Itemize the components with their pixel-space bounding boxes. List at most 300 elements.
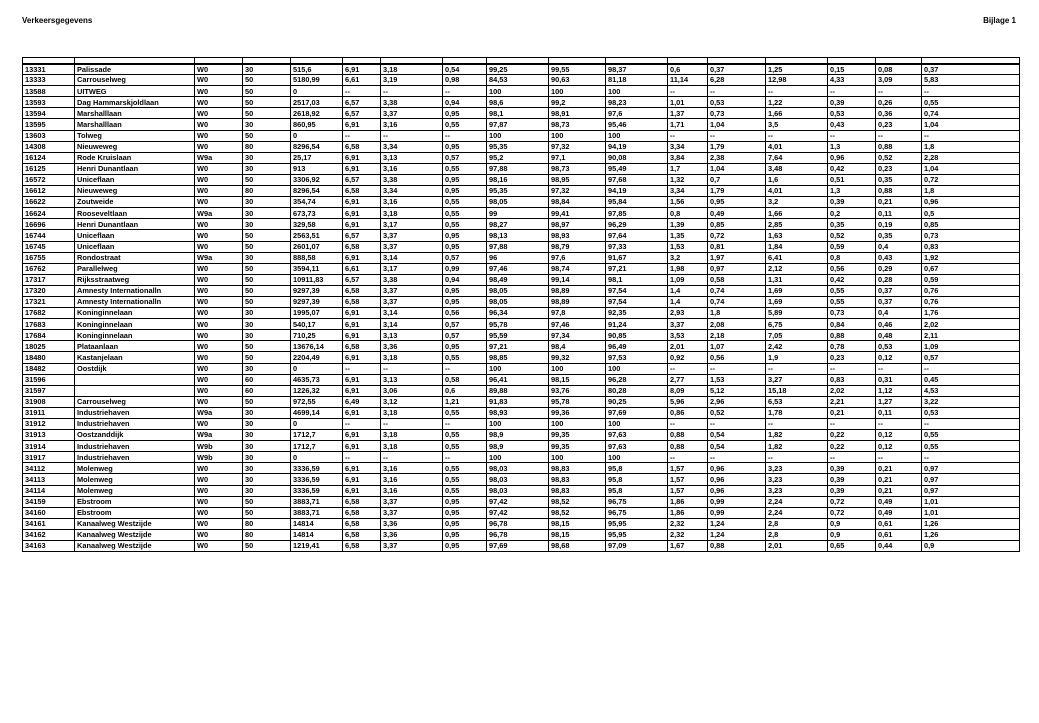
table-cell: 95,8 [606, 485, 668, 496]
table-cell: 1,7 [668, 163, 708, 174]
table-cell: W0 [195, 518, 243, 529]
table-cell: 16125 [23, 163, 75, 174]
table-cell: 5180,99 [291, 75, 343, 86]
table-cell: 6,58 [343, 141, 381, 152]
table-cell: 90,63 [549, 75, 606, 86]
table-cell: 30 [243, 474, 291, 485]
table-cell [75, 385, 195, 396]
table-cell: 94,19 [606, 141, 668, 152]
table-cell: W0 [195, 75, 243, 86]
table-cell: 0,95 [443, 496, 487, 507]
table-cell: 1,22 [766, 97, 828, 108]
table-cell: 0,95 [443, 529, 487, 540]
table-cell: 17683 [23, 319, 75, 330]
table-cell: 1,24 [708, 518, 766, 529]
table-cell: 2,42 [766, 341, 828, 352]
table-cell: 30 [243, 163, 291, 174]
table-cell: 515,6 [291, 64, 343, 75]
table-cell: 1,69 [766, 296, 828, 307]
table-cell: 3,36 [381, 529, 443, 540]
table-cell: 97,88 [487, 241, 549, 252]
table-cell: 0,95 [443, 241, 487, 252]
table-cell: 98,73 [549, 163, 606, 174]
table-cell: 4635,73 [291, 374, 343, 385]
table-cell: 96,78 [487, 518, 549, 529]
table-cell: 13595 [23, 119, 75, 130]
table-cell: 6,57 [343, 274, 381, 285]
table-row [23, 341, 1020, 352]
table-row [23, 363, 1020, 374]
table-cell: 2,32 [668, 518, 708, 529]
table-cell: 0,83 [828, 374, 876, 385]
table-cell: Rijksstraatweg [75, 274, 195, 285]
table-row [23, 108, 1020, 119]
table-cell: 98,73 [549, 119, 606, 130]
table-cell: -- [381, 130, 443, 141]
table-cell: 34112 [23, 463, 75, 474]
table-cell: 100 [606, 86, 668, 97]
table-cell: -- [668, 452, 708, 463]
table-cell: 1,92 [922, 252, 1020, 263]
table-cell: 31911 [23, 407, 75, 418]
table-cell: Tolweg [75, 130, 195, 141]
table-cell: 50 [243, 241, 291, 252]
table-cell: 3336,59 [291, 474, 343, 485]
table-cell: 1,86 [668, 496, 708, 507]
table-cell: 2,08 [708, 319, 766, 330]
table-cell: 3,18 [381, 64, 443, 75]
table-cell: 99,14 [549, 274, 606, 285]
table-cell: 0,55 [443, 197, 487, 208]
table-cell: 96,78 [487, 529, 549, 540]
table-cell: 6,58 [343, 341, 381, 352]
table-cell: 98,52 [549, 496, 606, 507]
table-cell: 97,6 [549, 252, 606, 263]
table-cell: 98,74 [549, 263, 606, 274]
table-cell: 0,99 [708, 496, 766, 507]
table-cell: 30 [243, 485, 291, 496]
table-cell: 1,4 [668, 285, 708, 296]
table-cell: -- [828, 452, 876, 463]
table-cell: 3,18 [381, 430, 443, 441]
table-cell: 0,97 [922, 474, 1020, 485]
table-cell: 1,97 [708, 252, 766, 263]
table-cell: 0,8 [828, 252, 876, 263]
table-cell: 0,6 [668, 64, 708, 75]
table-cell: W0 [195, 496, 243, 507]
table-cell: Molenweg [75, 463, 195, 474]
table-cell: 100 [606, 419, 668, 430]
table-cell: -- [708, 452, 766, 463]
table-cell: 34161 [23, 518, 75, 529]
table-cell: 5,96 [668, 396, 708, 407]
table-cell: 1,21 [443, 396, 487, 407]
table-cell: 3,37 [381, 108, 443, 119]
table-cell: 97,34 [549, 330, 606, 341]
table-cell: 97,69 [487, 541, 549, 552]
table-cell: 91,83 [487, 396, 549, 407]
table-cell: 6,91 [343, 319, 381, 330]
table-cell: 97,53 [606, 352, 668, 363]
table-cell: 6,91 [343, 119, 381, 130]
table-cell: 0,84 [828, 319, 876, 330]
table-cell: 0,88 [876, 141, 922, 152]
table-cell: 3,53 [668, 330, 708, 341]
table-cell: 1,6 [766, 174, 828, 185]
table-cell: 98,23 [606, 97, 668, 108]
table-cell: 2,01 [766, 541, 828, 552]
table-cell: 0,35 [876, 230, 922, 241]
table-cell: 31914 [23, 441, 75, 452]
table-cell: 0,58 [708, 274, 766, 285]
table-cell: 0,95 [443, 186, 487, 197]
table-cell: -- [381, 86, 443, 97]
table-cell: 0,78 [828, 341, 876, 352]
table-cell: 98,83 [549, 463, 606, 474]
table-cell: 0,97 [708, 263, 766, 274]
table-cell: 34162 [23, 529, 75, 540]
table-cell: W9b [195, 441, 243, 452]
table-cell: 60 [243, 374, 291, 385]
table-cell: 3,18 [381, 407, 443, 418]
table-cell: 16622 [23, 197, 75, 208]
table-cell: 30 [243, 308, 291, 319]
table-cell: 0,55 [443, 119, 487, 130]
table-cell: 2,93 [668, 308, 708, 319]
table-cell: 2563,51 [291, 230, 343, 241]
table-cell: 0,45 [922, 374, 1020, 385]
table-cell: 30 [243, 64, 291, 75]
table-cell: 3,18 [381, 352, 443, 363]
table-cell: 16762 [23, 263, 75, 274]
table-cell: 0,55 [443, 463, 487, 474]
table-cell: 2,28 [922, 152, 1020, 163]
table-cell: 50 [243, 75, 291, 86]
table-cell: 97,21 [487, 341, 549, 352]
table-cell: 0,88 [876, 186, 922, 197]
table-cell: 0,42 [828, 163, 876, 174]
table-cell: 30 [243, 441, 291, 452]
table-cell: W0 [195, 163, 243, 174]
table-cell: 7,05 [766, 330, 828, 341]
table-cell: -- [766, 86, 828, 97]
table-cell: 0,23 [828, 352, 876, 363]
table-cell: 50 [243, 86, 291, 97]
table-cell: 0,21 [828, 407, 876, 418]
table-cell: 100 [549, 130, 606, 141]
table-cell: -- [766, 363, 828, 374]
table-cell: 972,55 [291, 396, 343, 407]
table-cell: -- [922, 130, 1020, 141]
table-cell: Oostdijk [75, 363, 195, 374]
table-cell: 1,26 [922, 529, 1020, 540]
table-cell: 50 [243, 541, 291, 552]
table-cell: Palissade [75, 64, 195, 75]
table-cell: 13593 [23, 97, 75, 108]
table-cell: Ebstroom [75, 496, 195, 507]
table-cell: 6,91 [343, 208, 381, 219]
table-cell: 98,03 [487, 485, 549, 496]
table-cell: 0,55 [828, 296, 876, 307]
table-cell: W0 [195, 219, 243, 230]
table-cell: 1,12 [876, 385, 922, 396]
table-cell: 30 [243, 407, 291, 418]
table-cell: 6,53 [766, 396, 828, 407]
table-cell: 97,88 [487, 163, 549, 174]
table-cell: 1,57 [668, 485, 708, 496]
table-cell: 98,6 [487, 97, 549, 108]
table-cell: 100 [487, 86, 549, 97]
table-cell: 96,75 [606, 496, 668, 507]
table-cell: 0,55 [443, 352, 487, 363]
table-cell: 99,35 [549, 430, 606, 441]
table-cell: W0 [195, 308, 243, 319]
table-cell: 0,74 [708, 285, 766, 296]
table-cell: 97,1 [549, 152, 606, 163]
table-cell: Carrouselweg [75, 75, 195, 86]
table-cell: 1,63 [766, 230, 828, 241]
table-cell: 1,24 [708, 529, 766, 540]
table-cell: Nieuweweg [75, 186, 195, 197]
table-cell: 50 [243, 352, 291, 363]
table-cell: 50 [243, 296, 291, 307]
table-cell: 0,49 [708, 208, 766, 219]
table-cell: 95,84 [606, 197, 668, 208]
table-row [23, 308, 1020, 319]
table-row [23, 352, 1020, 363]
table-cell: 2,02 [922, 319, 1020, 330]
table-cell: 6,49 [343, 396, 381, 407]
table-cell: 0,99 [708, 507, 766, 518]
table-cell: W0 [195, 174, 243, 185]
table-cell: 3,84 [668, 152, 708, 163]
table-cell: 25,17 [291, 152, 343, 163]
table-row [23, 407, 1020, 418]
table-cell: 3,16 [381, 163, 443, 174]
table-cell: 16624 [23, 208, 75, 219]
table-cell: 3,16 [381, 197, 443, 208]
table-cell: 0,95 [443, 174, 487, 185]
table-row [23, 86, 1020, 97]
table-cell: W0 [195, 485, 243, 496]
table-cell: 50 [243, 263, 291, 274]
table-cell: 97,8 [549, 308, 606, 319]
table-cell: 8296,54 [291, 186, 343, 197]
table-cell: 0,6 [443, 385, 487, 396]
table-cell: -- [708, 419, 766, 430]
table-cell: 98,52 [549, 507, 606, 518]
table-cell: 4,01 [766, 141, 828, 152]
table-cell: 0,9 [828, 529, 876, 540]
table-cell: 0,57 [922, 352, 1020, 363]
table-row [23, 419, 1020, 430]
table-cell: 0,12 [876, 352, 922, 363]
table-cell: 13594 [23, 108, 75, 119]
table-cell: 8,09 [668, 385, 708, 396]
table-cell: 3,22 [922, 396, 1020, 407]
table-cell: 2,21 [828, 396, 876, 407]
table-cell: 0,9 [922, 541, 1020, 552]
table-cell: 0,95 [708, 197, 766, 208]
table-cell: 3336,59 [291, 463, 343, 474]
table-cell: 31597 [23, 385, 75, 396]
table-cell: Parallelweg [75, 263, 195, 274]
table-cell: 3,23 [766, 463, 828, 474]
table-cell: 1,53 [708, 374, 766, 385]
table-cell: W0 [195, 352, 243, 363]
table-cell: 3,34 [668, 141, 708, 152]
table-cell: 99,25 [487, 64, 549, 75]
table-cell: 97,32 [549, 186, 606, 197]
table-cell: W0 [195, 385, 243, 396]
table-cell: 90,08 [606, 152, 668, 163]
table-cell: -- [922, 452, 1020, 463]
table-cell: 0,55 [922, 441, 1020, 452]
table-cell: 99 [487, 208, 549, 219]
table-cell: 0,54 [708, 441, 766, 452]
table-cell: 6,91 [343, 197, 381, 208]
table-cell: 98,93 [549, 230, 606, 241]
table-cell: 0,11 [876, 208, 922, 219]
table-cell: 0,52 [828, 230, 876, 241]
table-cell: 97,33 [606, 241, 668, 252]
table-cell: W9a [195, 208, 243, 219]
table-cell: 0,39 [828, 197, 876, 208]
table-cell: 1,71 [668, 119, 708, 130]
table-cell: 0,39 [828, 97, 876, 108]
table-cell: 2,02 [828, 385, 876, 396]
table-cell: 0,98 [443, 75, 487, 86]
table-cell: 6,28 [708, 75, 766, 86]
table-cell: 34114 [23, 485, 75, 496]
table-row [23, 529, 1020, 540]
table-cell: Uniceflaan [75, 241, 195, 252]
table-cell: 99,55 [549, 64, 606, 75]
table-cell: 50 [243, 174, 291, 185]
table-cell: 0,26 [876, 97, 922, 108]
table-cell: 0,55 [443, 441, 487, 452]
table-cell: 6,58 [343, 186, 381, 197]
table-cell: 0,55 [443, 474, 487, 485]
table-row [23, 130, 1020, 141]
table-cell: 0,95 [443, 541, 487, 552]
table-cell: 0,85 [922, 219, 1020, 230]
table-cell: W0 [195, 86, 243, 97]
table-cell: 3,16 [381, 485, 443, 496]
table-cell: 6,91 [343, 308, 381, 319]
table-cell: 98,93 [487, 407, 549, 418]
table-cell: 98,4 [549, 341, 606, 352]
table-row [23, 507, 1020, 518]
table-cell: 1,35 [668, 230, 708, 241]
table-cell: 91,24 [606, 319, 668, 330]
table-cell: 17321 [23, 296, 75, 307]
table-row [23, 186, 1020, 197]
table-row [23, 219, 1020, 230]
table-cell: 6,91 [343, 385, 381, 396]
table-cell: 3883,71 [291, 507, 343, 518]
table-cell: 6,91 [343, 430, 381, 441]
table-cell: 354,74 [291, 197, 343, 208]
table-row [23, 230, 1020, 241]
table-cell: 1219,41 [291, 541, 343, 552]
table-cell: 3883,71 [291, 496, 343, 507]
table-row [23, 152, 1020, 163]
table-cell: Industriehaven [75, 419, 195, 430]
table-cell: 6,91 [343, 407, 381, 418]
table-row [23, 119, 1020, 130]
table-cell: 0,83 [922, 241, 1020, 252]
table-cell: -- [668, 86, 708, 97]
table-cell: 98,1 [487, 108, 549, 119]
table-cell: 11,14 [668, 75, 708, 86]
table-cell: W0 [195, 274, 243, 285]
table-cell: -- [876, 452, 922, 463]
table-cell: 6,61 [343, 75, 381, 86]
table-cell: 98,83 [549, 474, 606, 485]
table-cell: 100 [487, 363, 549, 374]
table-cell: 97,64 [606, 230, 668, 241]
table-cell: W9a [195, 152, 243, 163]
table-cell: 30 [243, 119, 291, 130]
table-cell: 6,41 [766, 252, 828, 263]
table-cell: 3,17 [381, 263, 443, 274]
table-cell: 0,43 [828, 119, 876, 130]
table-cell: 6,75 [766, 319, 828, 330]
table-cell: 14308 [23, 141, 75, 152]
table-cell: 1,09 [668, 274, 708, 285]
table-cell: 0,92 [668, 352, 708, 363]
table-cell: 81,18 [606, 75, 668, 86]
table-cell: 30 [243, 419, 291, 430]
table-cell: 98,13 [487, 230, 549, 241]
table-cell: 15,18 [766, 385, 828, 396]
table-cell: -- [443, 130, 487, 141]
table-cell: Henri Dunantlaan [75, 163, 195, 174]
table-cell: W0 [195, 130, 243, 141]
table-cell: 6,57 [343, 174, 381, 185]
table-cell: 100 [549, 86, 606, 97]
table-cell: 0,86 [668, 407, 708, 418]
table-cell: 0,52 [708, 407, 766, 418]
table-cell: 3,34 [381, 141, 443, 152]
table-cell: 1,57 [668, 474, 708, 485]
table-cell: 0,72 [828, 507, 876, 518]
table-cell: 95,8 [606, 463, 668, 474]
table-cell: 0,94 [443, 97, 487, 108]
table-cell: 1,8 [922, 186, 1020, 197]
table-cell: 98,15 [549, 529, 606, 540]
table-cell: 0,55 [443, 219, 487, 230]
table-cell: 97,42 [487, 496, 549, 507]
table-cell: 1,86 [668, 507, 708, 518]
table-cell: 16744 [23, 230, 75, 241]
table-cell: W0 [195, 474, 243, 485]
table-cell: 30 [243, 219, 291, 230]
table-cell: 13603 [23, 130, 75, 141]
table-cell: 0,85 [708, 219, 766, 230]
table-cell: 95,35 [487, 186, 549, 197]
table-cell: 1995,07 [291, 308, 343, 319]
table-cell: 2,12 [766, 263, 828, 274]
table-cell: 95,8 [606, 474, 668, 485]
table-cell: 3,38 [381, 174, 443, 185]
table-cell: 4,53 [922, 385, 1020, 396]
table-cell: 1,01 [922, 507, 1020, 518]
table-cell: 6,91 [343, 330, 381, 341]
table-cell: 913 [291, 163, 343, 174]
table-cell: 17317 [23, 274, 75, 285]
